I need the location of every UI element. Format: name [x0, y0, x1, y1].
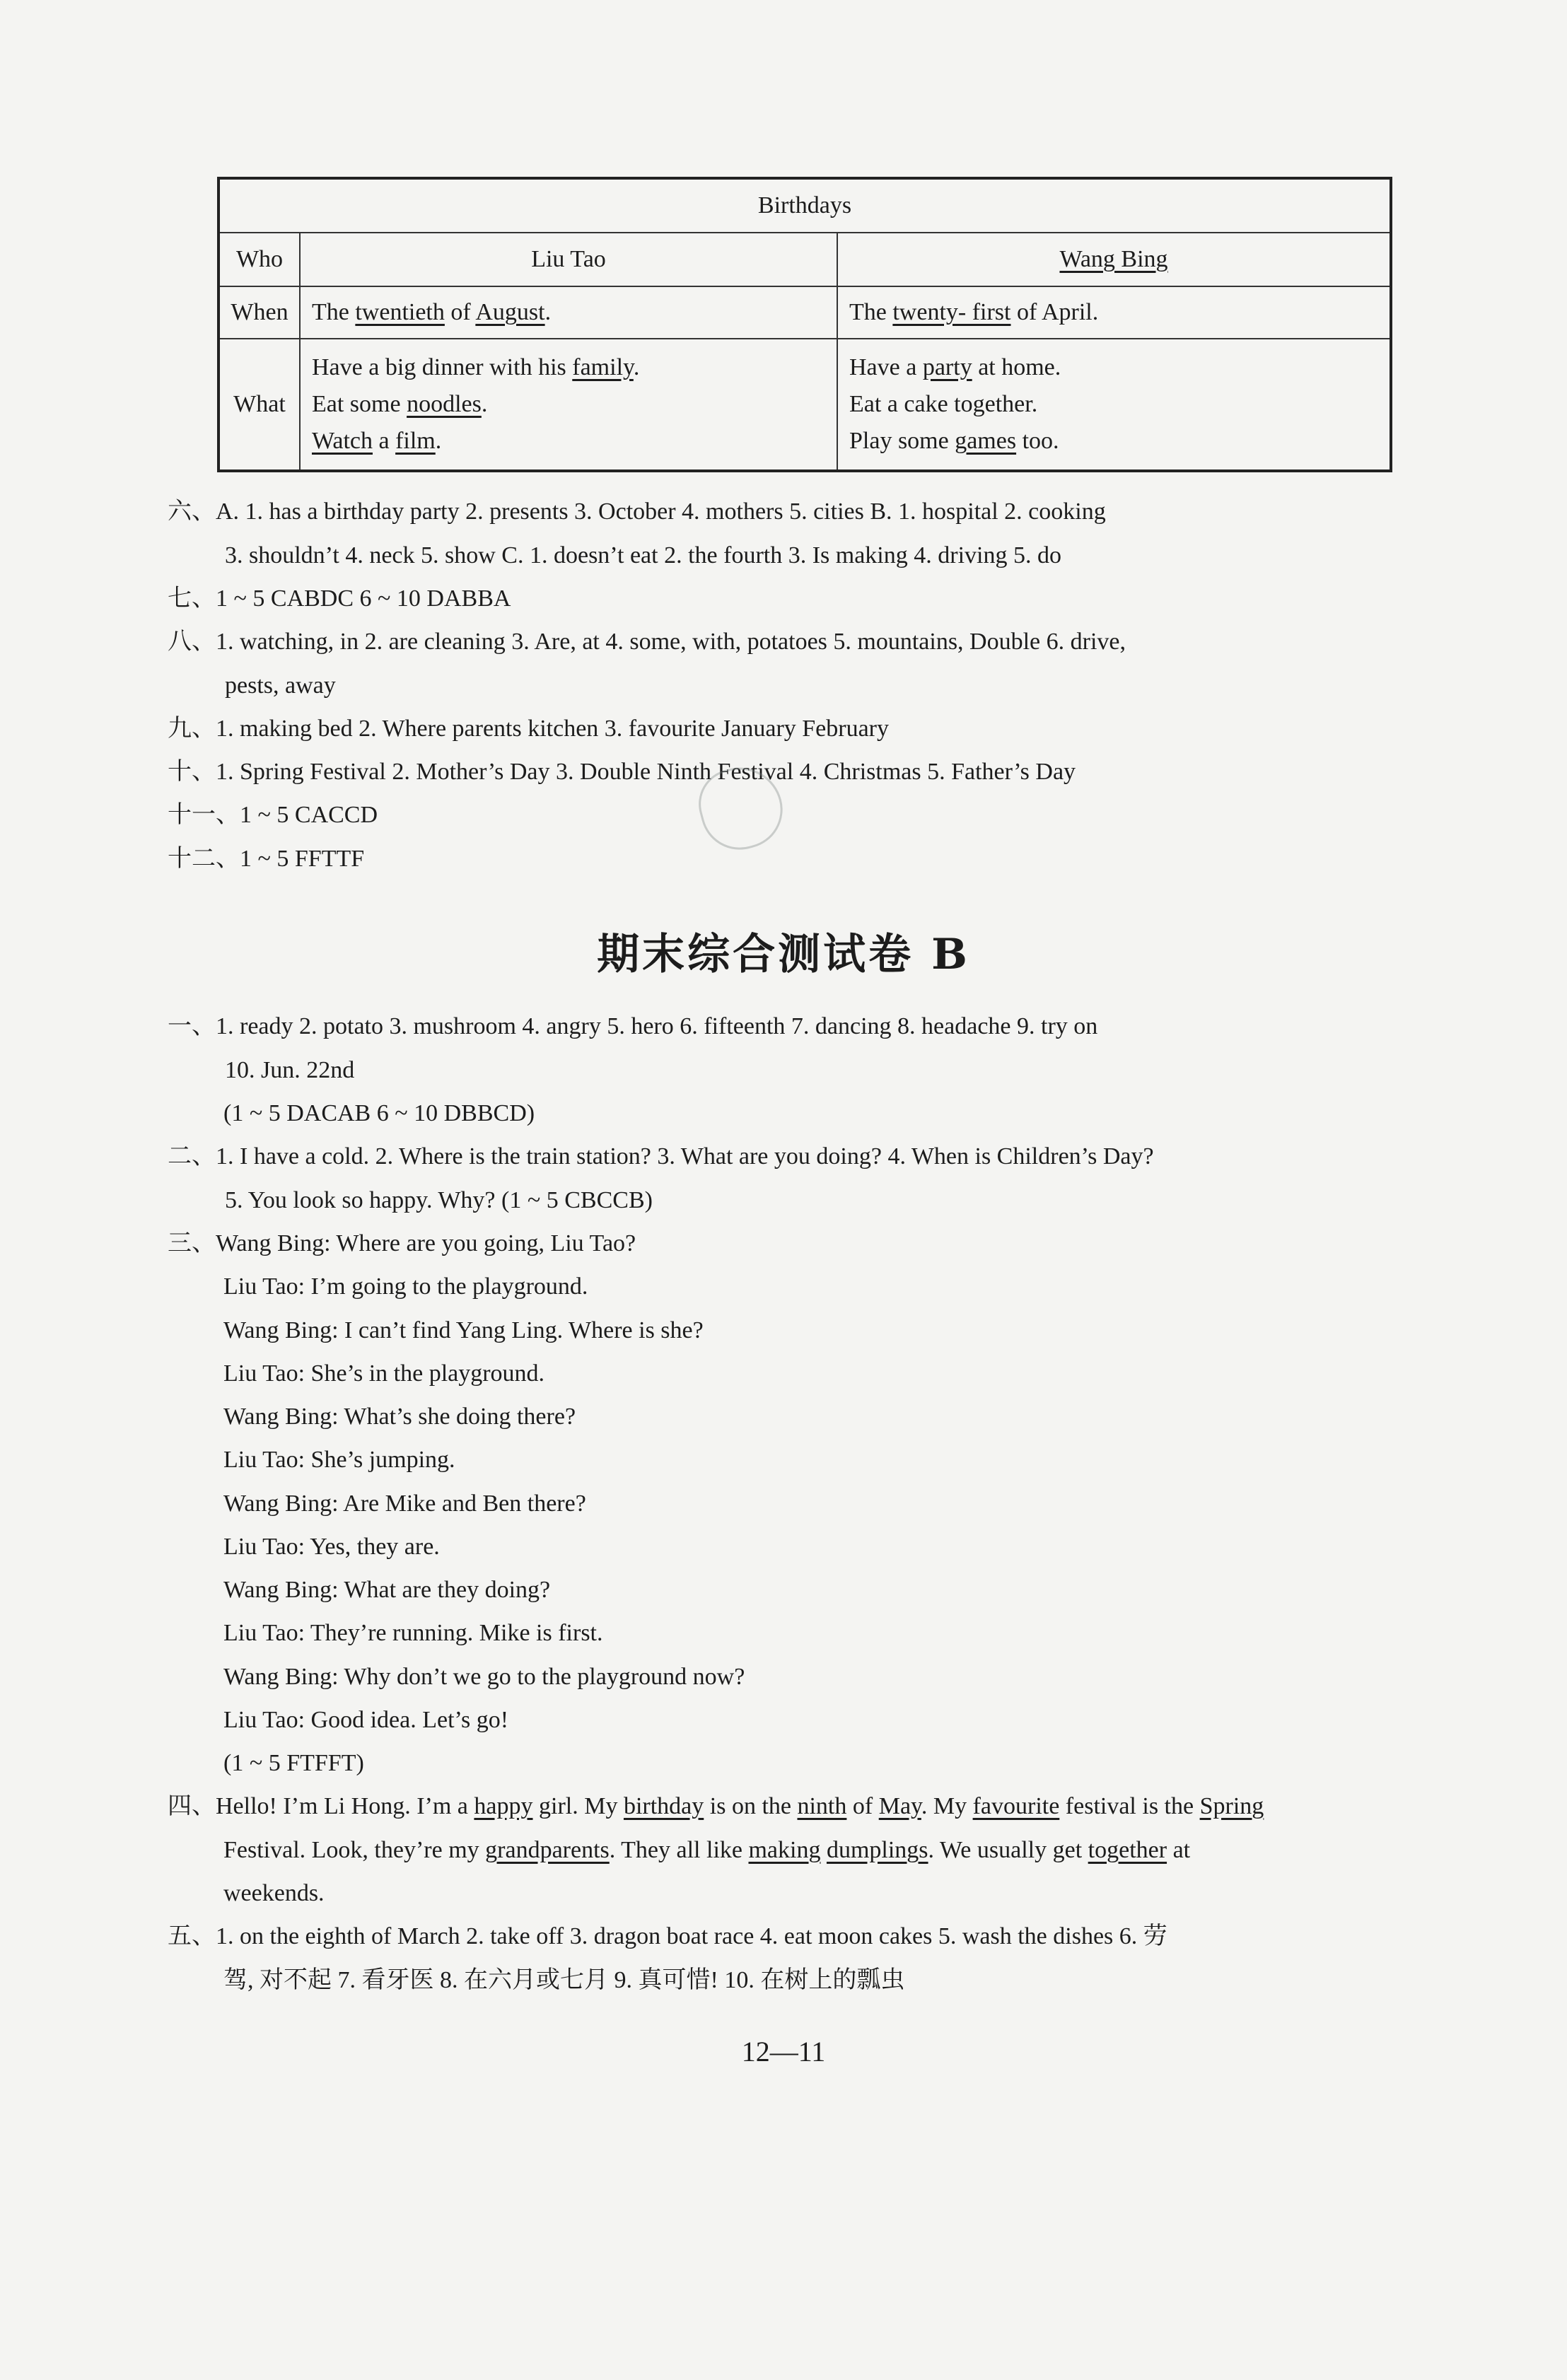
row-label-what: What	[219, 339, 300, 471]
liu-when-cell: The twentieth of August.	[300, 286, 837, 339]
dialogue-line: Liu Tao: They’re running. Mike is first.	[223, 1620, 603, 1646]
row-label-when: When	[219, 286, 300, 339]
answer-11: 十一、1 ~ 5 CACCD	[168, 802, 378, 828]
answer-6b: 3. shouldn’t 4. neck 5. show C. 1. doesn’t eat 2. the fourth 3. Is making 4. driving 5. do	[225, 542, 1061, 568]
answer-10: 十、1. Spring Festival 2. Mother’s Day 3. Double Ninth Festival 4. Christmas 5. Father’s Day	[168, 759, 1076, 785]
header-wang-bing: Wang Bing	[837, 233, 1391, 286]
answer-8b: pests, away	[225, 672, 336, 699]
dialogue-line: Wang Bing: Are Mike and Ben there?	[223, 1491, 586, 1517]
dialogue-line: Liu Tao: Good idea. Let’s go!	[223, 1707, 509, 1733]
dialogue-line: Wang Bing: Why don’t we go to the playground now?	[223, 1664, 745, 1690]
header-who: Who	[219, 233, 300, 286]
answer-b1c: (1 ~ 5 DACAB 6 ~ 10 DBBCD)	[223, 1100, 535, 1126]
table-title: Birthdays	[219, 178, 1391, 233]
answer-b3-first: 三、Wang Bing: Where are you going, Liu Tao?	[168, 1230, 636, 1256]
answer-9: 九、1. making bed 2. Where parents kitchen 3. favourite January February	[168, 716, 889, 742]
dialogue-line: Liu Tao: Yes, they are.	[223, 1534, 440, 1560]
answer-6a: 六、A. 1. has a birthday party 2. presents 3. October 4. mothers 5. cities B. 1. hospital 2. cooking	[168, 498, 1106, 525]
answer-b4-line1: 四、Hello! I’m Li Hong. I’m a happy girl. My birthday is on the ninth of May. My favourite festival is the Spring	[168, 1793, 1264, 1819]
liu-what-cell: Have a big dinner with his family. Eat some noodles. Watch a film.	[300, 339, 837, 471]
dialogue-line: Wang Bing: What’s she doing there?	[223, 1404, 576, 1430]
wang-what-cell: Have a party at home. Eat a cake together. Play some games too.	[837, 339, 1391, 471]
wang-when-cell: The twenty- first of April.	[837, 286, 1391, 339]
answer-b2b: 5. You look so happy. Why? (1 ~ 5 CBCCB)	[225, 1187, 653, 1213]
answer-7: 七、1 ~ 5 CABDC 6 ~ 10 DABBA	[168, 585, 511, 612]
dialogue-line: Wang Bing: I can’t find Yang Ling. Where is she?	[223, 1317, 704, 1343]
answer-12: 十二、1 ~ 5 FFTTF	[168, 846, 365, 872]
answer-b2a: 二、1. I have a cold. 2. Where is the train station? 3. What are you doing? 4. When is Children’s Day?	[168, 1143, 1154, 1169]
answer-b4-line2: Festival. Look, they’re my grandparents. They all like making dumplings. We usually get together at	[223, 1837, 1191, 1863]
dialogue-line: Wang Bing: What are they doing?	[223, 1577, 551, 1603]
header-liu-tao: Liu Tao	[300, 233, 837, 286]
answer-b4-line3: weekends.	[223, 1880, 325, 1906]
dialogue-line: Liu Tao: She’s jumping.	[223, 1447, 455, 1473]
dialogue-line: Liu Tao: She’s in the playground.	[223, 1360, 545, 1387]
section-title: 期末综合测试卷 B	[597, 930, 970, 979]
answer-b1a: 一、1. ready 2. potato 3. mushroom 4. angry 5. hero 6. fifteenth 7. dancing 8. headache 9. try on	[168, 1013, 1098, 1039]
answer-8a: 八、1. watching, in 2. are cleaning 3. Are, at 4. some, with, potatoes 5. mountains, Double 6. drive,	[168, 629, 1126, 655]
answer-b1b: 10. Jun. 22nd	[225, 1057, 355, 1083]
answer-b3-key: (1 ~ 5 FTFFT)	[223, 1750, 364, 1776]
page-number: 12—11	[741, 2036, 826, 2067]
dialogue-line: Liu Tao: I’m going to the playground.	[223, 1273, 588, 1300]
answer-b5b: 驾, 对不起 7. 看牙医 8. 在六月或七月 9. 真可惜! 10. 在树上的瓢虫	[223, 1967, 905, 1993]
birthdays-table	[217, 177, 1392, 472]
answer-b5a: 五、1. on the eighth of March 2. take off 3. dragon boat race 4. eat moon cakes 5. wash the dishes 6. 劳	[168, 1923, 1167, 1949]
